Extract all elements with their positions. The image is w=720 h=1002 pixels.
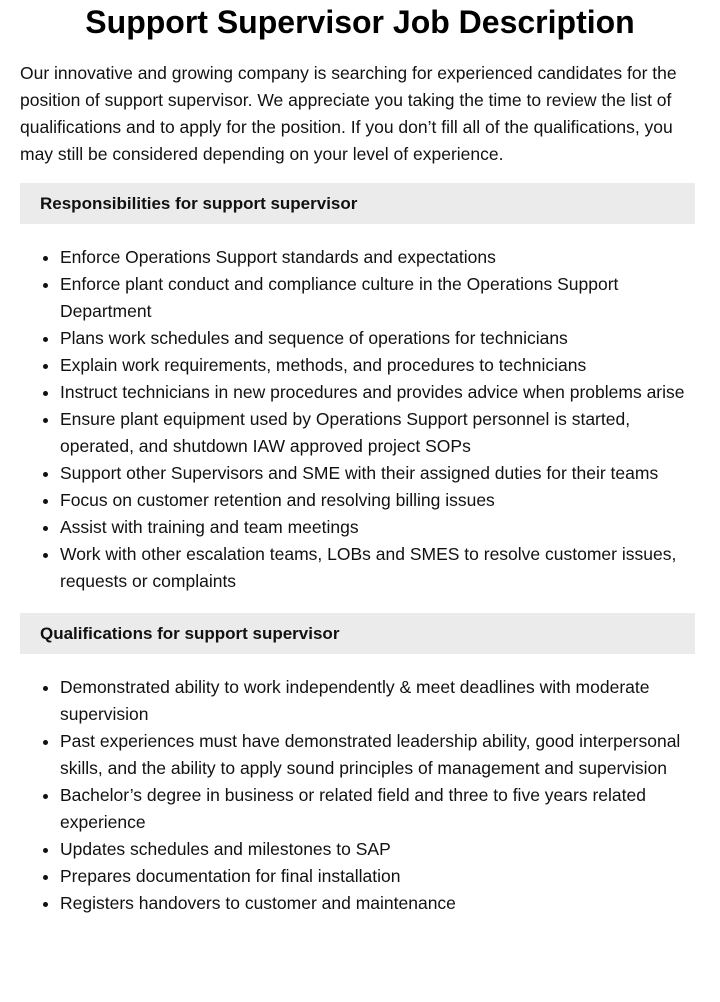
list-item: • Demonstrated ability to work independently & meet deadlines with moderate supervision xyxy=(60,674,700,728)
list-item: • Updates schedules and milestones to SAP xyxy=(60,836,700,863)
responsibilities-list xyxy=(20,244,700,595)
list-item: • Support other Supervisors and SME with their assigned duties for their teams xyxy=(60,460,700,487)
list-item: • Prepares documentation for final installation xyxy=(60,863,700,890)
list-item: • Enforce Operations Support standards and expectations xyxy=(60,244,700,271)
list-item: • Ensure plant equipment used by Operations Support personnel is started, operated, and shutdown IAW approved project SOPs xyxy=(60,406,700,460)
list-item: • Plans work schedules and sequence of operations for technicians xyxy=(60,325,700,352)
list-item: • Instruct technicians in new procedures and provides advice when problems arise xyxy=(60,379,700,406)
responsibilities-heading: Responsibilities for support supervisor xyxy=(20,183,695,224)
list-item: • Enforce plant conduct and compliance culture in the Operations Support Department xyxy=(60,271,700,325)
list-item: • Focus on customer retention and resolving billing issues xyxy=(60,487,700,514)
list-item: • Bachelor’s degree in business or related field and three to five years related experience xyxy=(60,782,700,836)
page-title: Support Supervisor Job Description xyxy=(85,4,635,40)
intro-paragraph: Our innovative and growing company is searching for experienced candidates for the position of support supervisor. We appreciate you taking the time to review the list of qualifications and to apply for the position. If you don’t fill all of the qualifications, you may still be considered depending on your level of experience. xyxy=(20,63,677,164)
list-item: • Assist with training and team meetings xyxy=(60,514,700,541)
list-item: • Work with other escalation teams, LOBs and SMES to resolve customer issues, requests or complaints xyxy=(60,541,700,595)
list-item: • Past experiences must have demonstrated leadership ability, good interpersonal skills, and the ability to apply sound principles of management and supervision xyxy=(60,728,700,782)
list-item: • Explain work requirements, methods, and procedures to technicians xyxy=(60,352,700,379)
list-item: • Registers handovers to customer and maintenance xyxy=(60,890,700,917)
qualifications-heading: Qualifications for support supervisor xyxy=(20,613,695,654)
qualifications-list xyxy=(20,674,700,917)
